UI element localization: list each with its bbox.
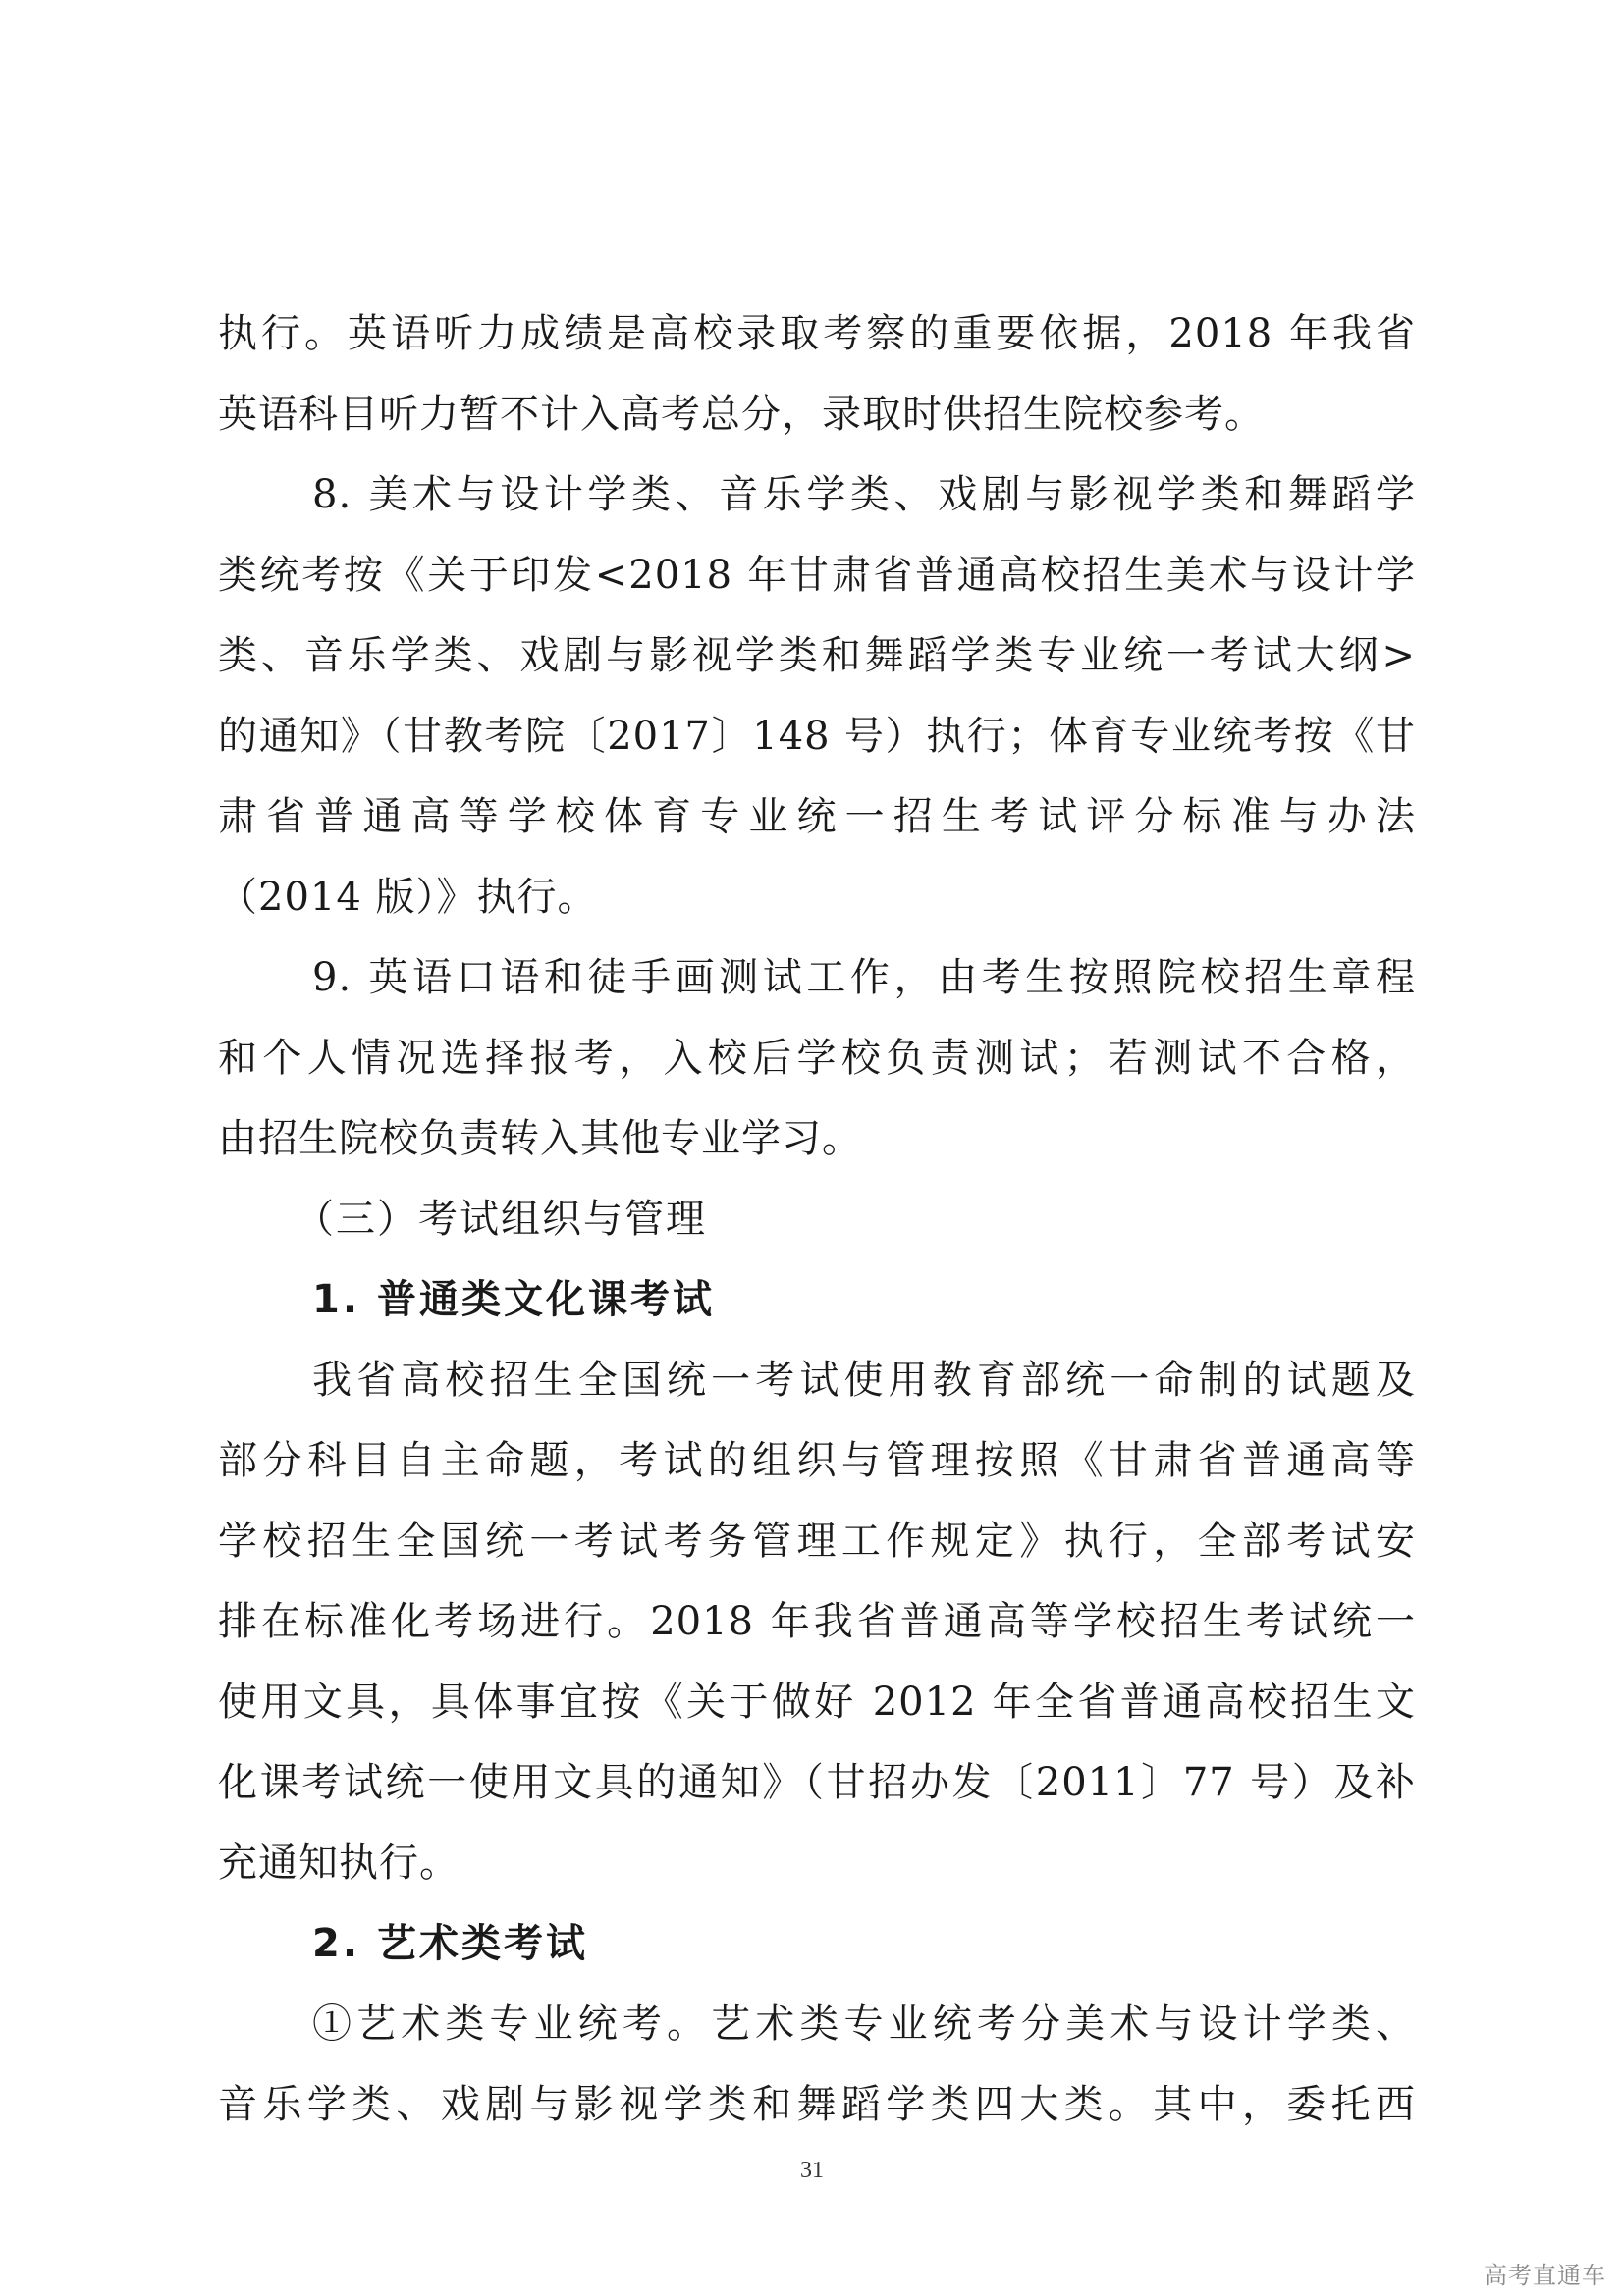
list-item-9-line-1: 9. 英语口语和徒手画测试工作，由考生按照院校招生章程	[312, 955, 1416, 1000]
paragraph-1-line-5: 使用文具，具体事宜按《关于做好 2012 年全省普通高校招生文	[218, 1680, 1416, 1725]
paragraph-1-line-2: 部分科目自主命题，考试的组织与管理按照《甘肃省普通高等	[218, 1438, 1416, 1483]
list-item-8-line-1: 8. 美术与设计学类、音乐学类、戏剧与影视学类和舞蹈学	[312, 472, 1416, 517]
list-item-8-line-3: 类、音乐学类、戏剧与影视学类和舞蹈学类专业统一考试大纲>	[218, 633, 1416, 678]
list-item-8-line-2: 类统考按《关于印发<2018 年甘肃省普通高校招生美术与设计学	[218, 553, 1416, 598]
paragraph-1-line-6: 化课考试统一使用文具的通知》（甘招办发〔2011〕77 号）及补	[218, 1760, 1416, 1805]
body-line-1: 执行。英语听力成绩是高校录取考察的重要依据，2018 年我省	[218, 311, 1416, 356]
paragraph-1-line-7: 充通知执行。	[218, 1841, 460, 1886]
list-item-8-line-6: （2014 版）》执行。	[218, 875, 598, 920]
page-number: 31	[800, 2158, 824, 2183]
paragraph-1-line-1: 我省高校招生全国统一考试使用教育部统一命制的试题及	[312, 1358, 1416, 1403]
paragraph-2-line-1: ①艺术类专业统考。艺术类专业统考分美术与设计学类、	[312, 2002, 1416, 2047]
list-item-9-line-3: 由招生院校负责转入其他专业学习。	[218, 1116, 862, 1161]
section-heading: （三）考试组织与管理	[295, 1197, 707, 1242]
body-line-2: 英语科目听力暂不计入高考总分，录取时供招生院校参考。	[218, 392, 1265, 437]
paragraph-1-line-4: 排在标准化考场进行。2018 年我省普通高等学校招生考试统一	[218, 1599, 1416, 1644]
list-item-9-line-2: 和个人情况选择报考，入校后学校负责测试；若测试不合格，	[218, 1036, 1416, 1081]
list-item-8-line-5: 肃省普通高等学校体育专业统一招生考试评分标准与办法	[218, 794, 1416, 839]
watermark-text: 高考直通车	[1484, 2262, 1606, 2289]
subsection-heading-1: 1. 普通类文化课考试	[312, 1277, 715, 1322]
paragraph-1-line-3: 学校招生全国统一考试考务管理工作规定》执行，全部考试安	[218, 1519, 1416, 1564]
paragraph-2-line-2: 音乐学类、戏剧与影视学类和舞蹈学类四大类。其中，委托西	[218, 2082, 1416, 2127]
list-item-8-line-4: 的通知》（甘教考院〔2017〕148 号）执行；体育专业统考按《甘	[218, 714, 1416, 759]
subsection-heading-2: 2. 艺术类考试	[312, 1921, 588, 1966]
